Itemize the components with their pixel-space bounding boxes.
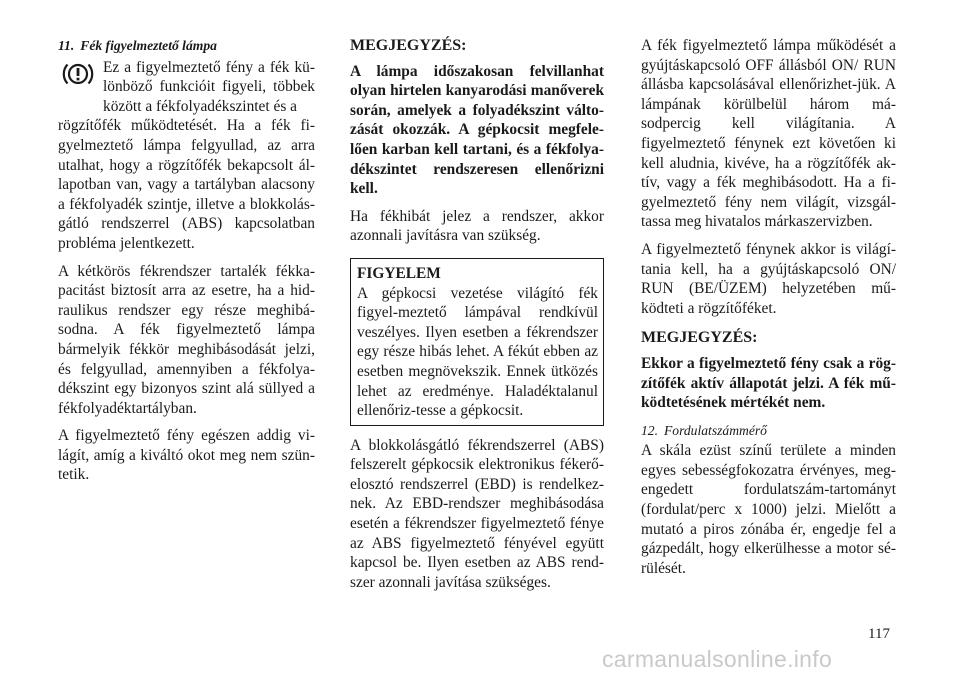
section-number: 12. [641,422,658,438]
note-text: Ekkor a figyelmeztető fény csak a rög-zítőfék aktív állapotát jelzi. A fék mű-ködtetésének mértékét nem. [641,354,896,412]
column-middle [350,36,604,600]
paragraph: Ha fékhibát jelez a rendszer, akkor azonnali javításra van szükség. [350,207,604,245]
page-number: 117 [868,626,890,642]
paragraph: A figyelmeztető fénynek akkor is világí-tania kell, ha a gyújtáskapcsoló ON/ RUN (BE/ÜZEM) helyzetében mű-ködteti a rögzítőféket. [641,240,896,317]
paragraph: Ez a figyelmeztető fény a fék kü-lönböző funkcióit figyeli, többek között a fékfolyadékszintet és a [103,58,315,115]
note-title: MEGJEGYZÉS: [641,329,758,347]
paragraph: A fék figyelmeztető lámpa működését a gyújtáskapcsoló OFF állásból ON/ RUN állásba kapcsolásával ellenőrizhet-jük. A lámpának körülbelül három má-sodpercig kell világítania. A figyelmeztető fénynek ezt követően ki kell aludnia, kivéve, ha a rögzítőfék ak-tív, vagy a fék meghibásodott. Ha a fi-gyelmeztető fény nem világít, vizsgál-tassa meg hivatalos márkaszervizben. [641,37,896,231]
paragraph: A skála ezüst színű területe a minden egyes sebességfokozatra érvényes, meg-engedett fordulatszám-tartományt (fordulat/perc x 1000) jelzi. Mielőtt a mutató a piros zónába ér, engedje fel a gázpedált, hogy elkerülhesse a motor sé-rülését. [641,442,896,577]
section-title: Fék figyelmeztető lámpa [80,38,217,53]
watermark: carmanualsonline.info [602,646,833,672]
column-left [58,36,315,493]
section-title: Fordulatszámmérő [664,422,767,438]
paragraph: A kétkörös fékrendszer tartalék fékka-pacitást biztosít arra az esetre, ha a hid-raulikus rendszer egy része meghibá-sodna. A fék figyelmeztető lámpa bármelyik fékkör meghibásodását jelzi, és felgyullad, amennyiben a fékfolya-dékszint egy bizonyos szint alá süllyed a fékfolyadéktartályban. [58,262,315,417]
icon-paragraph [58,58,315,117]
section-heading-12 [641,421,896,441]
paragraph: A figyelmeztető fény egészen addig vi-lágít, amíg a kiváltó okot meg nem szün-tetik. [58,427,315,484]
column-right [641,36,896,586]
brake-warning-icon [60,60,96,88]
section-number: 11. [58,38,75,53]
note-title: MEGJEGYZÉS: [350,37,467,54]
section-heading-11 [58,36,315,56]
note-text: A lámpa időszakosan felvillanhat olyan hirtelen kanyarodási manőverek során, amelyek a folyadékszint válto-zását okozzák. A gépkocsit megfele-lően karban kell tartani, és a fékfolya-dékszintet rendszeresen ellenőrizni kell. [350,62,604,198]
paragraph: A blokkolásgátló fékrendszerrel (ABS) felszerelt gépkocsik elektronikus fékerő-elosztó rendszerrel (EBD) is rendelkez-nek. Az EBD-rendszer meghibásodása esetén a fékrendszer figyelmeztető fénye az ABS figyelmeztető fényével együtt kapcsol be. Ilyen esetben az ABS rend-szer azonnali javítása szükséges. [350,436,604,591]
paragraph: rögzítőfék működtetését. Ha a fék fi-gyelmeztető lámpa felgyullad, az arra utalhat, hogy a rögzítőfék bekapcsolt ál-lapotban van, vagy a tartályban alacsony a fékfolyadék szintje, illetve a blokkolás-gátló rendszerrel (ABS) kapcsolatban probléma jelentkezett. [58,117,315,252]
warning-box [350,258,604,426]
warning-title: FIGYELEM [357,264,441,282]
warning-text: A gépkocsi vezetése világító fék figyel-meztető lámpával rendkívül veszélyes. Ilyen esetben a fékrendszer egy része hibás lehet. A fékút ebben az esetben megnövekszik. Ennek ütközés lehet az eredménye. Haladéktalanul ellenőriz-tesse a gépkocsit. [357,284,598,420]
